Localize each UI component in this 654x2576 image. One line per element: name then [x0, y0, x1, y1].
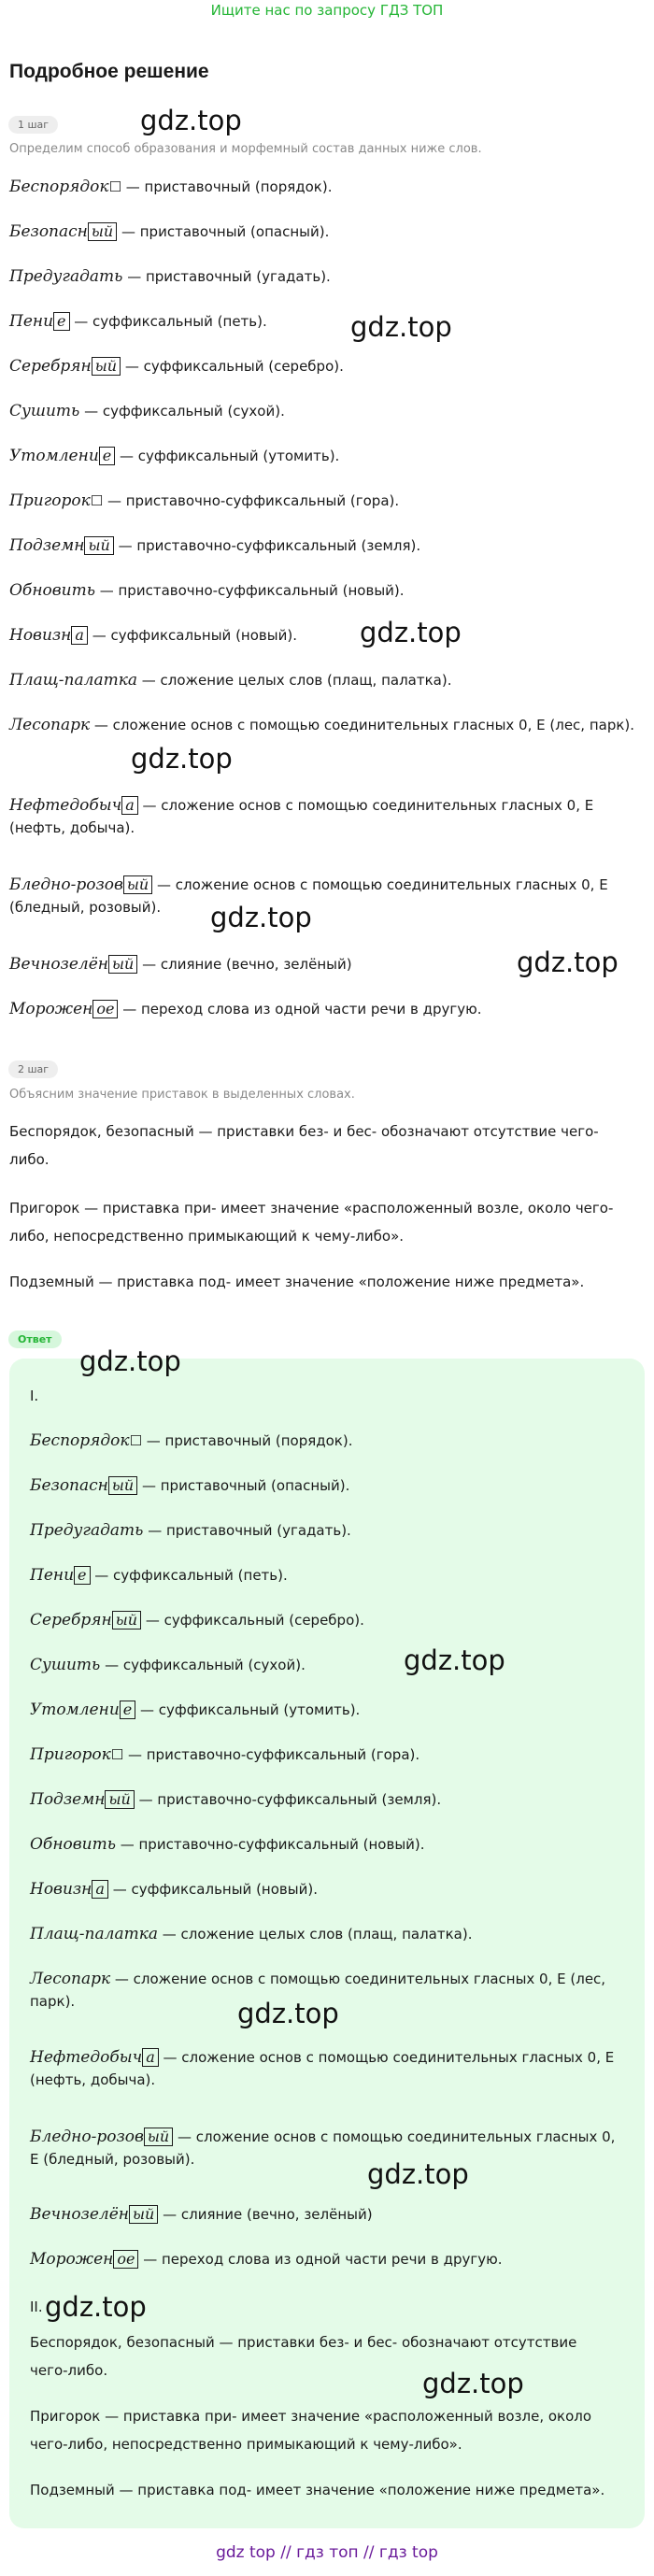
step-1-description: Определим способ образования и морфемный состав данных ниже слов. — [9, 142, 482, 156]
ending-box: ый — [129, 2205, 158, 2224]
ending-box: е — [53, 312, 69, 331]
watermark: gdz.top — [350, 311, 452, 343]
step-2-description: Объясним значение приставок в выделенных словах. — [9, 1088, 355, 1102]
entry-description: — сложение целых слов (плащ, палатка). — [158, 1926, 473, 1943]
search-hint-link[interactable]: Ищите нас по запросу ГДЗ ТОП — [210, 2, 444, 19]
entry-description: — слияние (вечно, зелёный) — [137, 956, 352, 973]
entry-row — [30, 1564, 618, 1587]
entry-row — [9, 176, 635, 198]
entry-description: — сложение основ с помощью соединительных гласных 0, Е (лес, парк). — [30, 1971, 606, 2010]
entry-description: — переход слова из одной части речи в другую. — [118, 1001, 482, 1018]
step-2-badge: 2 шаг — [8, 1060, 58, 1078]
entry-word: Лесопарк — [9, 716, 91, 734]
entry-row — [30, 1609, 618, 1631]
footer-links[interactable]: gdz top // гдз топ // гдз top — [216, 2543, 438, 2562]
ending-box: ый — [123, 875, 152, 894]
entry-word: Беспорядок — [9, 178, 109, 196]
entry-description: — приставочный (опасный). — [137, 1477, 350, 1494]
entry-row — [30, 1699, 618, 1721]
entry-row — [9, 624, 635, 647]
entry-word: Утомлени — [9, 447, 99, 465]
answer-part-2-label: II. — [30, 2298, 43, 2315]
entry-word: Бледно-розов — [9, 875, 123, 894]
step-2-paragraph-1: Беспорядок, безопасный — приставки без- и бес- обозначают отсутствие чего-либо. — [9, 1123, 599, 1168]
entry-description: — сложение основ с помощью соединительных гласных 0, Е (нефть, добыча). — [9, 797, 594, 836]
entry-row — [9, 355, 635, 377]
watermark: gdz.top — [45, 2291, 147, 2323]
entry-word: Серебрян — [30, 1611, 112, 1630]
entry-row — [30, 1923, 618, 1945]
entry-word: Вечнозелён — [9, 955, 108, 974]
entry-description: — приставочный (порядок). — [142, 1432, 353, 1449]
entry-description: — суффиксальный (петь). — [69, 313, 267, 330]
entry-row — [9, 714, 635, 736]
entry-row — [30, 1878, 618, 1900]
entry-word: Новизн — [9, 626, 72, 645]
ending-box: е — [120, 1701, 135, 1719]
entry-word: Нефтедобыч — [30, 2048, 143, 2067]
ending-box: ый — [108, 1476, 137, 1495]
step-1-badge: 1 шаг — [8, 116, 58, 134]
entry-description: — суффиксальный (серебро). — [141, 1612, 364, 1629]
watermark: gdz.top — [404, 1644, 505, 1676]
entry-word: Беспорядок — [30, 1431, 130, 1450]
ending-box: ый — [108, 955, 137, 974]
entry-word: Пригорок — [9, 491, 91, 510]
entry-word: Сушить — [9, 402, 80, 420]
ending-box: ый — [88, 222, 117, 241]
entry-description: — приставочно-суффиксальный (гора). — [123, 1746, 420, 1763]
watermark: gdz.top — [422, 2368, 524, 2399]
entry-word: Утомлени — [30, 1701, 120, 1719]
ending-box: а — [142, 2048, 159, 2067]
entry-word: Безопасн — [9, 222, 88, 241]
ending-box: ый — [92, 357, 121, 376]
entry-description: — сложение основ с помощью соединительных гласных 0, Е (бледный, розовый). — [9, 876, 608, 916]
ending-box: ☐ — [129, 1432, 143, 1449]
entry-word: Пригорок — [30, 1745, 111, 1764]
ending-box: ☐ — [90, 492, 104, 509]
entry-description: — сложение основ с помощью соединительных гласных 0, Е (лес, парк). — [90, 717, 635, 733]
entry-row — [9, 445, 635, 467]
entry-word: Обновить — [30, 1835, 116, 1854]
entry-row — [9, 310, 635, 333]
entry-description: — приставочный (угадать). — [143, 1522, 351, 1539]
entry-word: Морожен — [9, 1000, 93, 1018]
entry-row — [30, 1833, 618, 1856]
ending-box: а — [121, 796, 138, 815]
answer-paragraph-2: Пригорок — приставка при- имеет значение «расположенный возле, около чего-либо, непосредственно примыкающий к чему-либо». — [30, 2408, 592, 2453]
entry-row — [30, 2203, 618, 2226]
entry-description: — приставочный (угадать). — [122, 268, 331, 285]
entry-word: Плащ-палатка — [9, 671, 137, 690]
entry-row — [30, 2046, 618, 2091]
ending-box: ☐ — [110, 1746, 124, 1763]
entry-description: — слияние (вечно, зелёный) — [158, 2206, 373, 2223]
ending-box: ☐ — [108, 178, 122, 195]
entry-word: Пени — [9, 312, 54, 331]
ending-box: ый — [84, 536, 113, 555]
entry-description: — суффиксальный (сухой). — [100, 1657, 306, 1673]
answer-paragraph-1: Беспорядок, безопасный — приставки без- и бес- обозначают отсутствие чего-либо. — [30, 2334, 577, 2379]
step-2-paragraph-3: Подземный — приставка под- имеет значение «положение ниже предмета». — [9, 1274, 585, 1290]
ending-box: е — [99, 447, 115, 465]
watermark: gdz.top — [367, 2158, 469, 2190]
entry-description: — суффиксальный (серебро). — [121, 358, 344, 375]
answer-badge: Ответ — [8, 1331, 62, 1348]
entry-description: — приставочный (порядок). — [121, 178, 333, 195]
entry-word: Нефтедобыч — [9, 796, 122, 815]
step-2-paragraph-2: Пригорок — приставка при- имеет значение «расположенный возле, около чего-либо, непосредственно примыкающий к чему-либо». — [9, 1200, 614, 1245]
entry-description: — суффиксальный (новый). — [87, 627, 297, 644]
entry-row — [9, 794, 635, 839]
entry-row — [9, 874, 635, 918]
entry-description: — суффиксальный (новый). — [107, 1881, 318, 1898]
entry-description: — приставочно-суффиксальный (новый). — [115, 1836, 425, 1853]
entry-word: Подземн — [9, 536, 85, 555]
entry-word: Обновить — [9, 581, 95, 600]
entry-row — [30, 1430, 618, 1452]
watermark: gdz.top — [79, 1345, 181, 1377]
entry-row — [30, 1654, 618, 1676]
entry-description: — переход слова из одной части речи в другую. — [138, 2251, 503, 2268]
entry-description: — приставочно-суффиксальный (земля). — [134, 1791, 442, 1808]
entry-word: Серебрян — [9, 357, 92, 376]
entry-word: Подземн — [30, 1790, 106, 1809]
entry-row — [30, 2126, 618, 2170]
entry-row — [9, 669, 635, 691]
entry-word: Плащ-палатка — [30, 1925, 158, 1943]
ending-box: а — [92, 1880, 108, 1899]
entry-word: Безопасн — [30, 1476, 108, 1495]
entry-word: Морожен — [30, 2250, 114, 2269]
watermark: gdz.top — [360, 617, 462, 648]
entry-row — [9, 265, 635, 288]
watermark: gdz.top — [131, 743, 233, 775]
entry-word: Лесопарк — [30, 1970, 111, 1988]
entry-word: Предугадать — [9, 267, 123, 286]
entry-word: Вечнозелён — [30, 2205, 129, 2224]
entry-word: Предугадать — [30, 1521, 144, 1540]
entry-row — [30, 2248, 618, 2270]
entry-row — [9, 490, 635, 512]
entry-description: — суффиксальный (утомить). — [135, 1701, 361, 1718]
entry-row — [30, 1743, 618, 1766]
ending-box: ое — [113, 2250, 138, 2269]
entry-description: — сложение основ с помощью соединительных гласных 0, Е (нефть, добыча). — [30, 2049, 615, 2088]
ending-box: а — [71, 626, 88, 645]
ending-box: е — [74, 1566, 90, 1585]
watermark: gdz.top — [140, 105, 242, 136]
entry-description: — суффиксальный (петь). — [90, 1567, 288, 1584]
entry-row — [30, 1519, 618, 1542]
answer-paragraph-3: Подземный — приставка под- имеет значение «положение ниже предмета». — [30, 2482, 605, 2498]
entry-word: Бледно-розов — [30, 2128, 144, 2146]
watermark: gdz.top — [210, 902, 312, 933]
entry-description: — приставочно-суффиксальный (земля). — [113, 537, 421, 554]
entry-description: — сложение основ с помощью соединительных гласных 0, Е (бледный, розовый). — [30, 2128, 616, 2168]
entry-row — [9, 998, 635, 1020]
watermark: gdz.top — [517, 946, 618, 978]
entry-description: — приставочно-суффиксальный (новый). — [94, 582, 405, 599]
ending-box: ый — [105, 1790, 134, 1809]
entry-row — [9, 221, 635, 243]
ending-box: ый — [112, 1611, 141, 1630]
ending-box: ое — [92, 1000, 118, 1018]
entry-word: Новизн — [30, 1880, 92, 1899]
watermark: gdz.top — [237, 1998, 339, 2029]
entry-row — [9, 400, 635, 422]
entry-word: Сушить — [30, 1656, 101, 1674]
entry-description: — приставочно-суффиксальный (гора). — [103, 492, 400, 509]
page-title: Подробное решение — [9, 61, 209, 82]
entry-row — [9, 534, 635, 557]
entry-row — [30, 1474, 618, 1497]
answer-part-1-label: I. — [30, 1388, 39, 1404]
entry-description: — приставочный (опасный). — [117, 223, 330, 240]
entry-word: Пени — [30, 1566, 75, 1585]
entry-row — [9, 579, 635, 602]
ending-box: ый — [144, 2128, 173, 2146]
entry-row — [30, 1788, 618, 1811]
entry-description: — суффиксальный (утомить). — [115, 448, 340, 464]
entry-description: — суффиксальный (сухой). — [79, 403, 285, 420]
entry-description: — сложение целых слов (плащ, палатка). — [137, 672, 452, 689]
